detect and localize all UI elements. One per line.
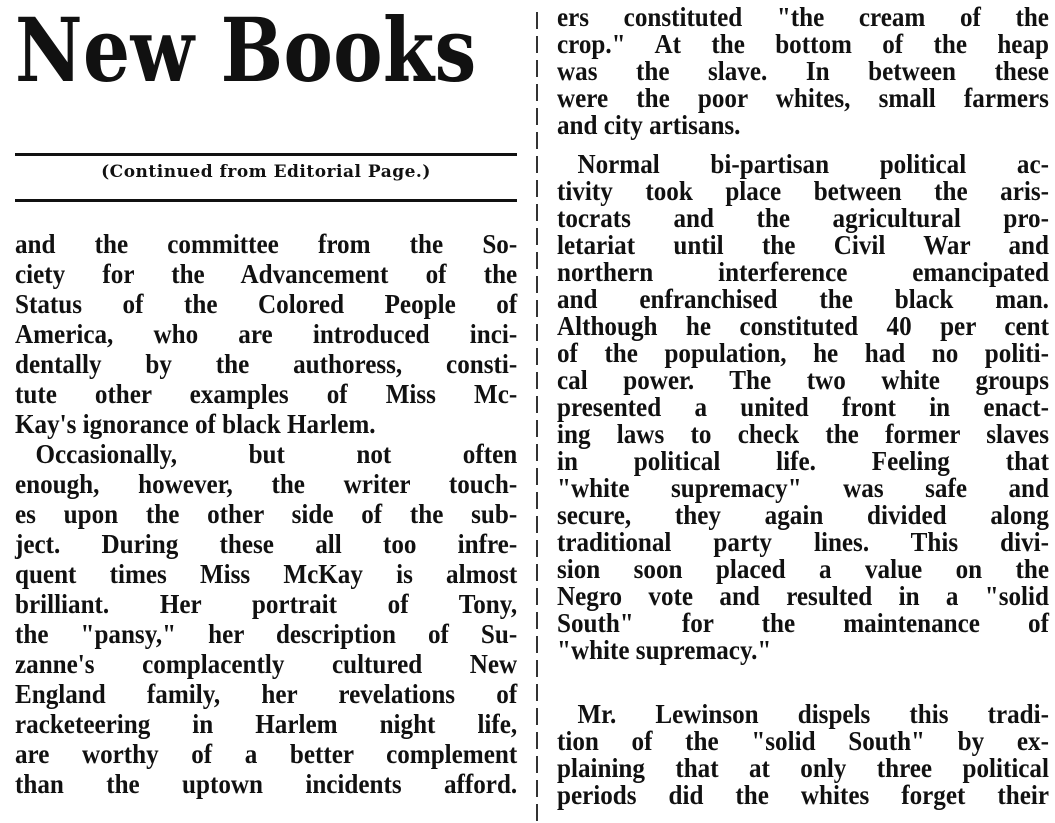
headline-rule-bottom: [15, 199, 517, 202]
text-line: Status of the Colored People of: [15, 289, 518, 319]
text-line: northern interference emancipated: [557, 257, 1049, 287]
text-line: presented a united front in enact-: [557, 392, 1049, 422]
text-line: Negro vote and resulted in a "solid: [557, 581, 1049, 611]
text-line: ciety for the Advancement of the: [15, 259, 518, 289]
text-line: crop." At the bottom of the heap: [557, 29, 1049, 59]
text-line: ject. During these all too infre-: [15, 529, 518, 559]
text-line: and the committee from the So-: [15, 229, 518, 259]
text-line: brilliant. Her portrait of Tony,: [15, 589, 518, 619]
text-line: Normal bi-partisan political ac-: [577, 149, 1049, 179]
text-line: tute other examples of Miss Mc-: [15, 379, 518, 409]
paragraph: [557, 701, 1055, 809]
paragraph: [557, 4, 1055, 139]
text-line: es upon the other side of the sub-: [15, 499, 518, 529]
text-line: Occasionally, but not often: [35, 439, 518, 469]
text-line: was the slave. In between these: [557, 56, 1049, 86]
text-line: the "pansy," her description of Su-: [15, 619, 518, 649]
text-line: England family, her revelations of: [15, 679, 518, 709]
text-line: cal power. The two white groups: [557, 365, 1049, 395]
left-column-text: [15, 229, 517, 799]
text-line: zanne's complacently cultured New: [15, 649, 518, 679]
text-line: in political life. Feeling that: [557, 446, 1049, 476]
text-line: of the population, he had no politi-: [557, 338, 1049, 368]
headline-rule-top: [15, 153, 517, 156]
text-line: tion of the "solid South" by ex-: [557, 726, 1049, 756]
text-line: Although he constituted 40 per cent: [557, 311, 1049, 341]
paragraph: [15, 229, 517, 439]
text-line: than the uptown incidents afford.: [15, 769, 518, 799]
text-line: Kay's ignorance of black Harlem.: [15, 409, 376, 439]
right-column: [557, 0, 1049, 823]
continued-note: (Continued from Editorial Page.): [101, 162, 431, 182]
text-line: quent times Miss McKay is almost: [15, 559, 518, 589]
text-line: and enfranchised the black man.: [557, 284, 1049, 314]
paragraph: [15, 439, 517, 799]
text-line: enough, however, the writer touch-: [15, 469, 518, 499]
paragraph: [557, 151, 1055, 664]
text-line: dentally by the authoress, consti-: [15, 349, 518, 379]
text-line: "white supremacy" was safe and: [557, 473, 1049, 503]
text-line: tivity took place between the aris-: [557, 176, 1049, 206]
text-line: racketeering in Harlem night life,: [15, 709, 518, 739]
text-line: periods did the whites forget their: [557, 780, 1049, 810]
headline: New Books: [15, 0, 477, 102]
text-line: and city artisans.: [557, 110, 741, 140]
text-line: ers constituted "the cream of the: [557, 2, 1049, 32]
left-column: [15, 0, 517, 823]
text-line: secure, they again divided along: [557, 500, 1049, 530]
text-line: South" for the maintenance of: [557, 608, 1049, 638]
text-line: were the poor whites, small farmers: [557, 83, 1049, 113]
text-line: ing laws to check the former slaves: [557, 419, 1049, 449]
column-divider: [536, 12, 538, 823]
text-line: "white supremacy.": [557, 635, 772, 665]
text-line: tocrats and the agricultural pro-: [557, 203, 1049, 233]
text-line: letariat until the Civil War and: [557, 230, 1049, 260]
text-line: plaining that at only three political: [557, 753, 1049, 783]
text-line: traditional party lines. This divi-: [557, 527, 1049, 557]
text-line: Mr. Lewinson dispels this tradi-: [577, 699, 1049, 729]
text-line: America, who are introduced inci-: [15, 319, 518, 349]
text-line: are worthy of a better complement: [15, 739, 518, 769]
text-line: sion soon placed a value on the: [557, 554, 1049, 584]
